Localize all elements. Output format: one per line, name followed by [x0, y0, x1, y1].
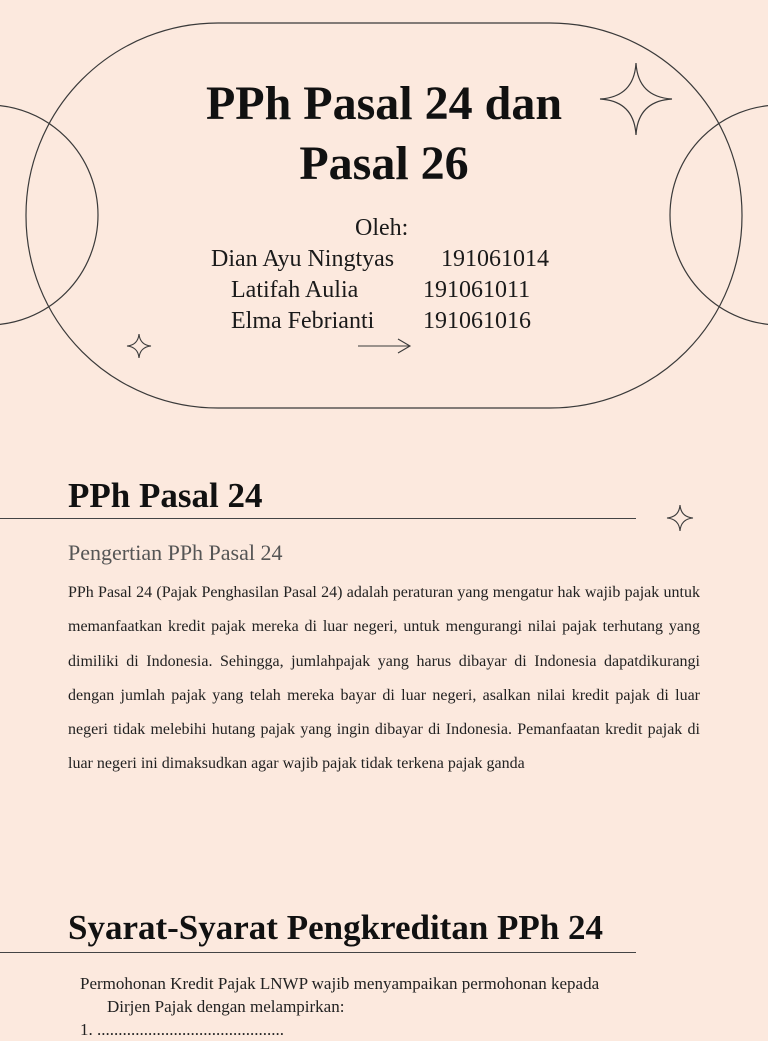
author-row	[0, 275, 768, 306]
title-line-2: Pasal 26	[299, 137, 469, 190]
title-line-1: PPh Pasal 24 dan	[205, 77, 563, 130]
section-divider	[0, 518, 636, 519]
requirements-line: Dirjen Pajak dengan melampirkan:	[107, 997, 345, 1016]
sparkle-icon	[667, 505, 693, 531]
arrow-right-icon	[358, 339, 410, 353]
section-divider	[0, 952, 636, 953]
author-row	[0, 244, 768, 275]
section-heading: PPh Pasal 24	[68, 476, 263, 515]
requirements-text	[80, 972, 700, 1041]
author-id: 191061014	[441, 246, 549, 272]
section-heading: Syarat-Syarat Pengkreditan PPh 24	[68, 908, 604, 947]
section-paragraph: PPh Pasal 24 (Pajak Penghasilan Pasal 24) adalah peraturan yang mengatur hak wajib pajak untuk memanfaatkan kredit pajak mereka di luar negeri, untuk mengurangi nilai pajak terhutang yang dimiliki di Indonesia. Sehingga, jumlahpajak yang harus dibayar di Indonesia dapatdikurangi dengan jumlah pajak yang telah mereka bayar di luar negeri, asalkan nilai kredit pajak di luar negeri tidak melebihi hutang pajak yang ingin dibayar di Indonesia. Pemanfaatan kredit pajak di luar negeri ini dimaksudkan agar wajib pajak tidak terkena pajak ganda	[68, 584, 700, 773]
author-row	[0, 306, 768, 337]
author-name: Latifah Aulia	[231, 277, 359, 303]
oleh-label: Oleh:	[355, 215, 409, 241]
section-subheading: Pengertian PPh Pasal 24	[68, 540, 283, 565]
author-id: 191061016	[423, 308, 531, 334]
page-title	[0, 74, 768, 194]
sparkle-icon	[127, 334, 151, 358]
requirements-line: 1. ............................................	[80, 1020, 284, 1039]
author-id: 191061011	[423, 277, 531, 303]
author-name: Dian Ayu Ningtyas	[211, 246, 395, 272]
author-name: Elma Febrianti	[231, 308, 375, 334]
requirements-line: Permohonan Kredit Pajak LNWP wajib menyampaikan permohonan kepada	[80, 974, 600, 993]
